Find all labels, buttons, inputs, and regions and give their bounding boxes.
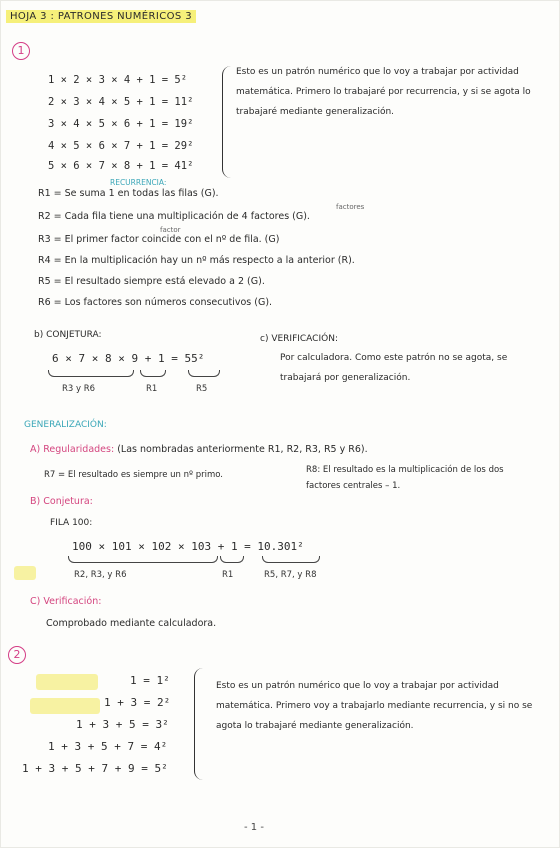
regularities-text: (Las nombradas anteriormente R1, R2, R3, R5 y R6). (117, 444, 368, 455)
conjecture-2-brace-3 (262, 556, 320, 563)
annotation-factor: factor (160, 226, 181, 234)
pattern-row-4: 4 × 5 × 6 × 7 + 1 = 29² (48, 140, 194, 152)
conjecture-2-title: B) Conjetura: (30, 496, 93, 507)
conjecture-2-brace-1 (68, 556, 218, 563)
section-1-note: Esto es un patrón numérico que lo voy a trabajar por actividad matemática. Primero lo trabajaré por recurrencia, y si se agota lo trabajaré mediante generalización. (236, 67, 531, 117)
highlight-mark-1 (14, 566, 36, 580)
rule-r7: R7 = El resultado es siempre un nº primo. (44, 470, 223, 480)
conjecture-2-label-3: R5, R7, y R8 (264, 570, 317, 580)
rule-r6: R6 = Los factores son números consecutivos (G). (38, 297, 273, 308)
regularities-line (30, 444, 368, 455)
section-2-pattern-5: 1 + 3 + 5 + 7 + 9 = 5² (22, 762, 168, 775)
rule-r2: R2 = Cada fila tiene una multiplicación de 4 factores (G). (38, 211, 310, 222)
page-title: HOJA 3 : PATRONES NUMÉRICOS 3 (6, 10, 196, 23)
conjecture-brace-3 (188, 370, 220, 377)
conjecture-title: b) CONJETURA: (34, 330, 102, 340)
rule-r8: R8: El resultado es la multiplicación de los dos factores centrales – 1. (306, 465, 504, 491)
section-2-pattern-3: 1 + 3 + 5 = 3² (76, 718, 169, 731)
verification-2-title: C) Verificación: (30, 596, 102, 607)
section-2-brace (194, 668, 203, 780)
section-2-pattern-4: 1 + 3 + 5 + 7 = 4² (48, 740, 168, 753)
recurrence-label: RECURRENCIA: (110, 178, 167, 187)
pattern-row-2: 2 × 3 × 4 × 5 + 1 = 11² (48, 96, 194, 108)
verification-text: Por calculadora. Como este patrón no se agota, se trabajará por generalización. (280, 353, 508, 383)
rule-r3: R3 = El primer factor coincide con el nº de fila. (G) (38, 234, 280, 245)
conjecture-2-brace-2 (220, 556, 244, 563)
section-1-number: 1 (12, 42, 30, 60)
section-2-note: Esto es un patrón numérico que lo voy a trabajar por actividad matemática. Primero voy a trabajarlo mediante recurrencia, y si no se agota lo trabajaré mediante generalización. (216, 681, 533, 731)
conjecture-2-label-1: R2, R3, y R6 (74, 570, 127, 580)
section-2-pattern-2: 1 + 3 = 2² (104, 696, 171, 709)
conjecture-brace-2 (140, 370, 166, 377)
conjecture-label-3: R5 (196, 384, 208, 394)
conjecture-label-2: R1 (146, 384, 158, 394)
conjecture-expression: 6 × 7 × 8 × 9 + 1 = 55² (52, 352, 205, 365)
conjecture-label-1: R3 y R6 (62, 384, 96, 394)
highlight-mark-2 (36, 674, 98, 690)
conjecture-2-label-2: R1 (222, 570, 234, 580)
conjecture-2-line (30, 496, 93, 507)
pattern-row-5: 5 × 6 × 7 × 8 + 1 = 41² (48, 160, 194, 172)
pattern-row-3: 3 × 4 × 5 × 6 + 1 = 19² (48, 118, 194, 130)
annotation-factores: factores (336, 203, 365, 211)
regularities-title: A) Regularidades: (30, 444, 115, 455)
pattern-row-1: 1 × 2 × 3 × 4 + 1 = 5² (48, 74, 188, 86)
pattern-brace (222, 66, 231, 178)
rule-r4: R4 = En la multiplicación hay un nº más respecto a la anterior (R). (38, 255, 355, 266)
page-number: - 1 - (244, 822, 264, 833)
section-2-pattern-1: 1 = 1² (130, 674, 170, 687)
rule-r5: R5 = El resultado siempre está elevado a 2 (G). (38, 276, 265, 287)
conjecture-brace-1 (48, 370, 134, 377)
verification-2-title-line (30, 596, 101, 607)
section-2-number: 2 (8, 646, 26, 664)
generalization-label: GENERALIZACIÓN: (24, 420, 107, 430)
highlight-mark-3 (30, 698, 100, 714)
rule-r1: R1 = Se suma 1 en todas las filas (G). (38, 188, 219, 199)
verification-title: c) VERIFICACIÓN: (260, 334, 338, 344)
row-100-label: FILA 100: (50, 518, 93, 528)
verification-2-text: Comprobado mediante calculadora. (46, 618, 217, 629)
conjecture-2-expression: 100 × 101 × 102 × 103 + 1 = 10.301² (72, 540, 304, 553)
